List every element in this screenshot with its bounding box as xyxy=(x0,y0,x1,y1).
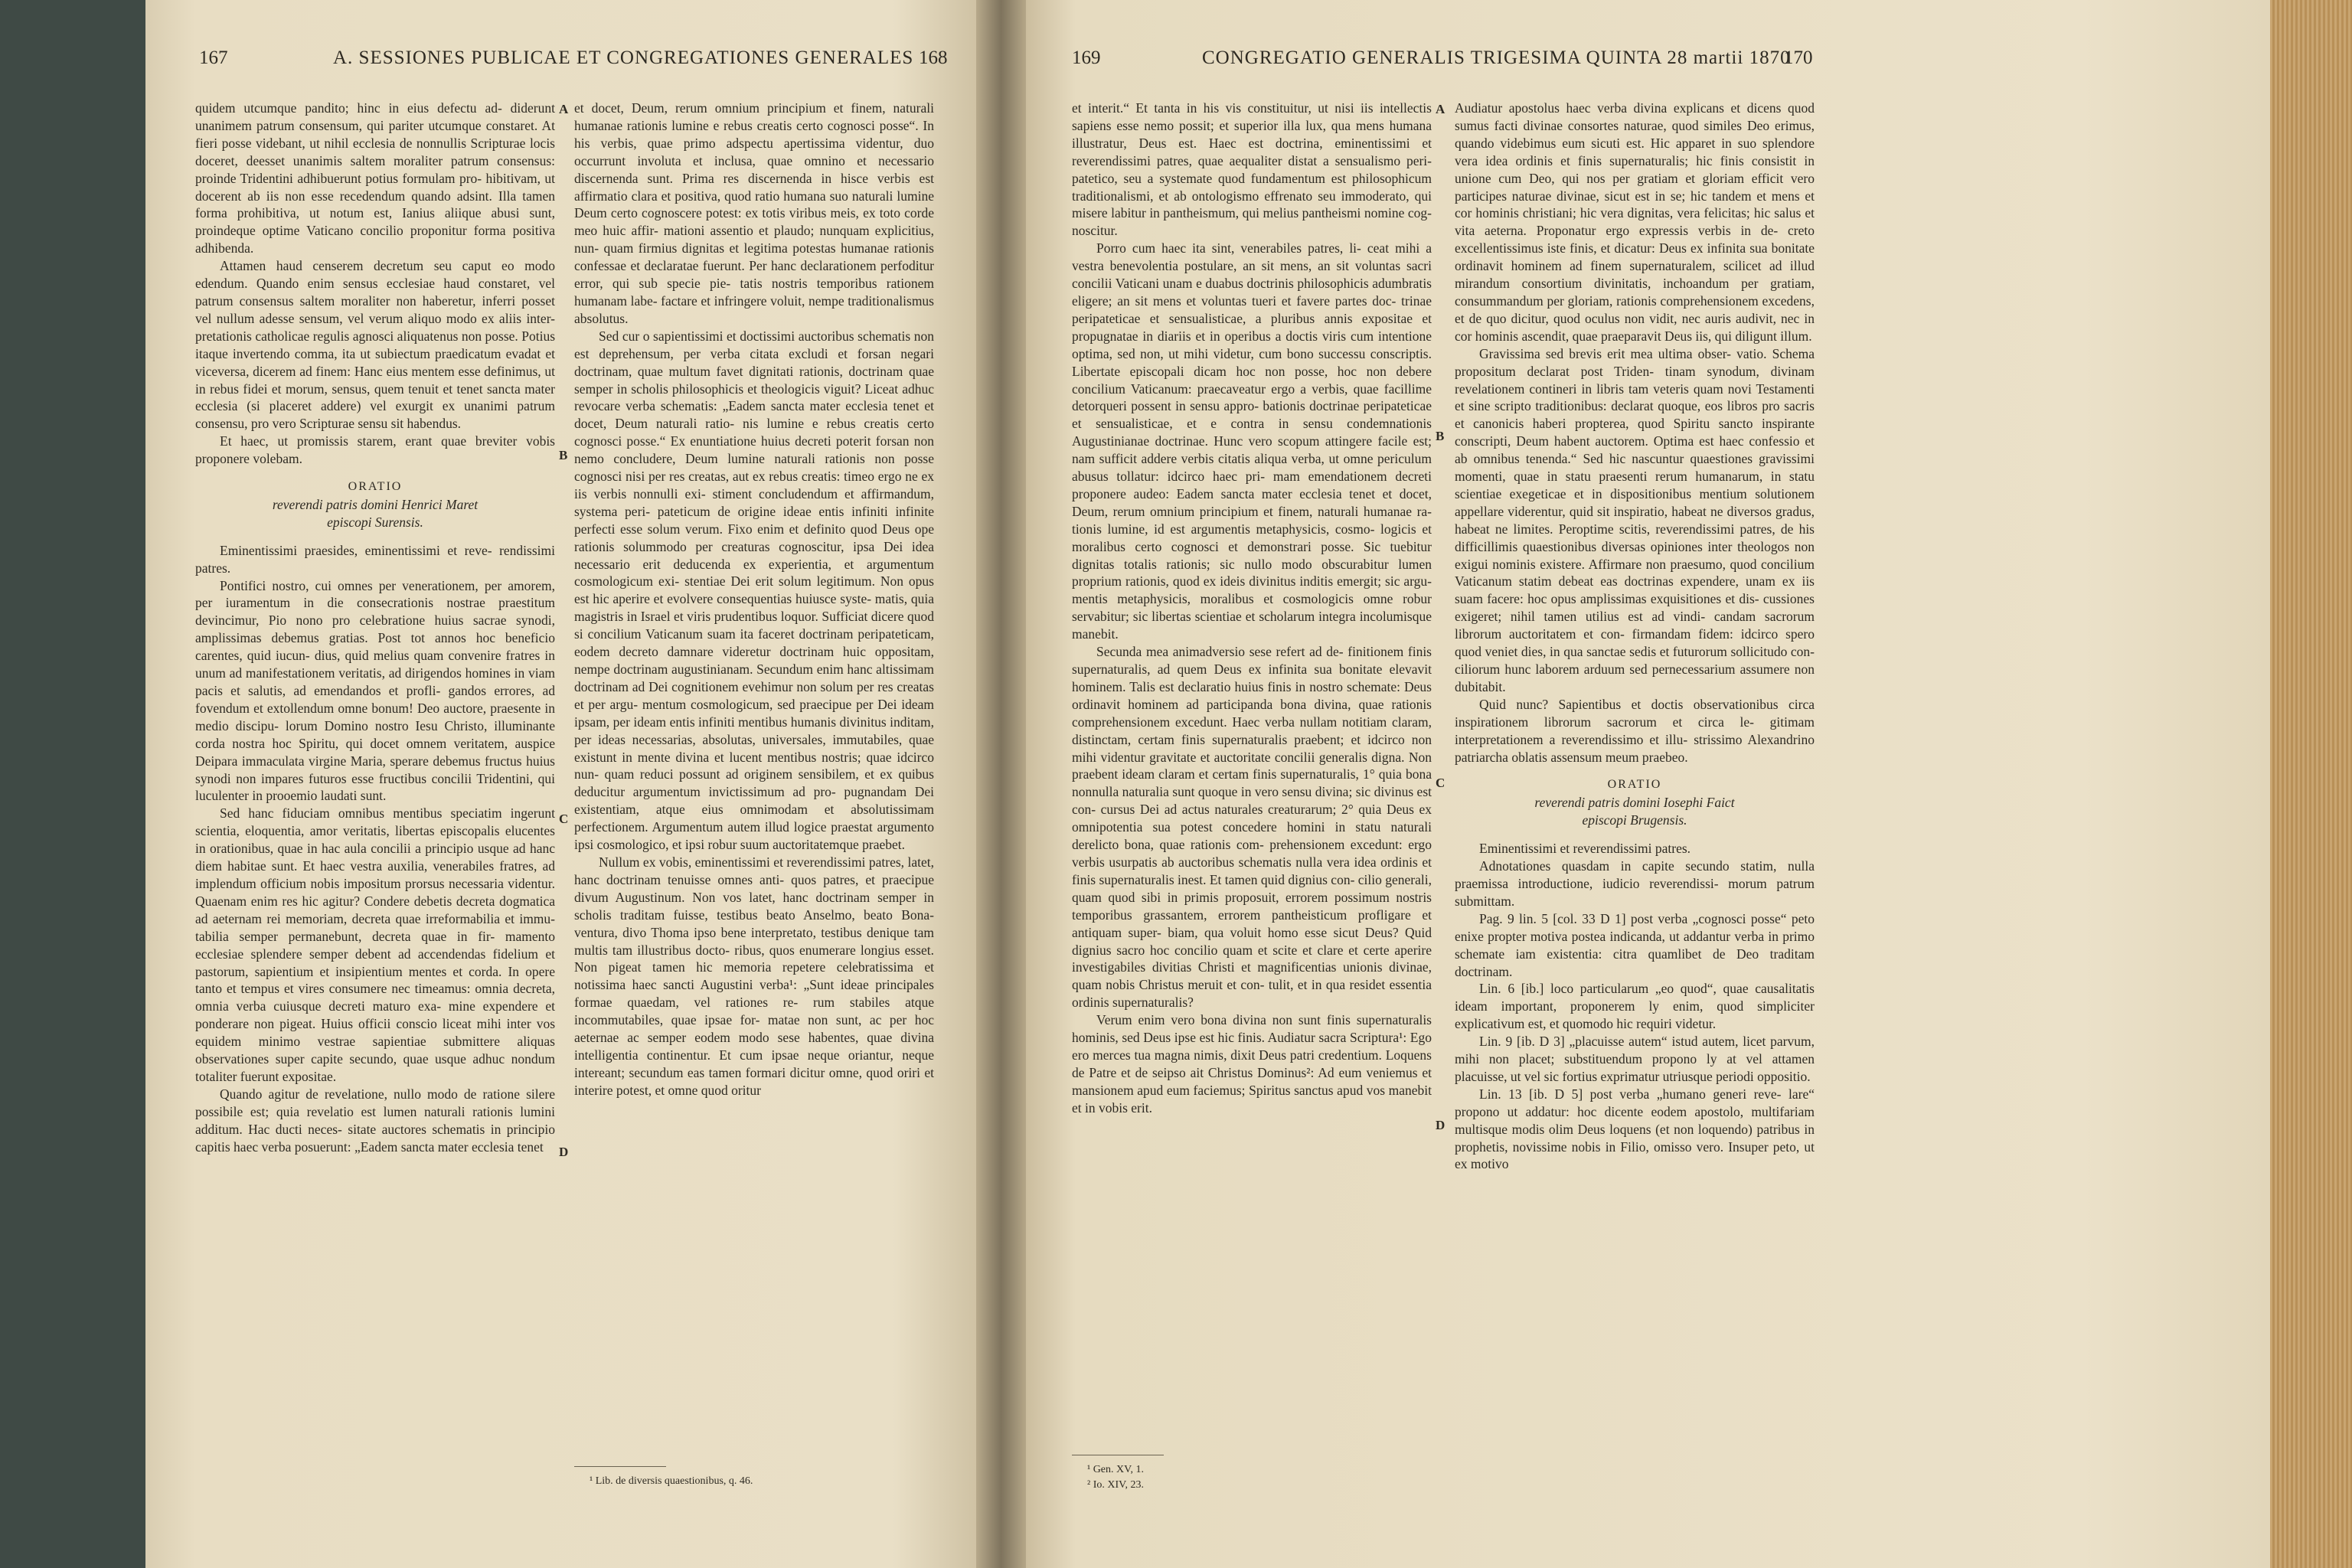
running-header-left: A. SESSIONES PUBLICAE ET CONGREGATIONES GENERALES xyxy=(333,47,914,68)
margin-marker-a: A xyxy=(1436,102,1446,116)
margin-marker-d: D xyxy=(559,1145,569,1159)
footnote-1: ¹ Gen. XV, 1. xyxy=(1087,1464,1144,1475)
paragraph: Eminentissimi praesides, eminentissimi et reve- rendissimi patres. xyxy=(195,542,555,576)
footnote: ¹ Lib. de diversis quaestionibus, q. 46. xyxy=(590,1475,753,1487)
paragraph: et docet, Deum, rerum omnium principium et finem, naturali humanae rationis lumine e rebus creatis certo cognosci posse“. In his verbis, quae primo adspectu apertissima videntur, duo occurrunt involuta et inclusa, quae omnino et necessario discernenda sunt. Prima res discernenda in hisce verbis est affirmatio clara et positiva, quod ratio humana suo naturali lumine Deum certo cognoscere potest: ex totis viribus meis, ex toto corde meo huic affir- mationi assentio et plaudo; nunquam explicitius, nun- quam firmius dignitas et legitima potestas humanae rationis confessae et declaratae fuerunt. Per hanc declarationem perfoditur error, qui sub specie pie- tatis nostris temporibus rationem humanam labe- factare et infringere voluit, nempe traditionalismus absolutus. xyxy=(574,100,934,326)
paragraph: Quando agitur de revelatione, nullo modo de ratione silere possibile est; quia revelatio est lumen naturali rationis lumini additum. Hac ducti neces- sitate auctores schematis in principio capitis haec verba posuerunt: „Eadem sancta mater ecclesia tenet xyxy=(195,1086,555,1155)
paragraph: et interit.“ Et tanta in his vis constituitur, ut nisi iis intellectis sapiens esse nemo possit; et superior illa lux, qua mens humana illustratur, Deus est. Haec est doctrina, eminentissimi et reverendissimi patres, quae aequaliter distat a sensualismo peri- patetico, seu a systemate quod fundamentum est philosophicum traditionalismi, et ab ontologismo effrenato seu immoderato, qui misere labitur in pantheismum, qui melius pantheismi nomine cog- noscitur. xyxy=(1072,100,1432,239)
book-gutter xyxy=(976,0,1026,1568)
margin-marker-d: D xyxy=(1436,1118,1446,1132)
left-page xyxy=(145,0,976,1568)
oratio-title: ORATIO xyxy=(348,480,403,494)
paragraph: Adnotationes quasdam in capite secundo statim, nulla praemissa introductione, iudicio reverendissi- morum patrum submittam. xyxy=(1455,858,1815,909)
right-page-column-1 xyxy=(1072,100,1432,1117)
paragraph: Sed hanc fiduciam omnibus mentibus speciatim ingerunt scientia, eloquentia, amor veritatis, libertas episcopalis elucentes in orationibus, quae in hac aula concilii a principio usque ad hanc diem habitae sunt. Et haec vestra auxilia, venerabiles fratres, ad implendum officium nobis impositum prorsus necessaria videntur. Quaenam enim res hic agitur? Condere debetis decreta dogmatica ad aeternam rei memoriam, decreta quae irreformabilia et immu- tabilia semper permanebunt, decreta quae in fir- mamento ecclesiae splendere semper debent ad accendendas fidelium et pastorum, sapientium et insipientium mentes et corda. In opere tanto et tempus et vires consumere nec timeamus: omnia decreta, omnia verba cuiusque decreti maturo exa- mine expendere et ponderare non pigeat. Huius officii conscio liceat mihi inter vos equidem minimo vestrae sapientiae submittere aliquas observationes super capite secundo, quae usque adhuc nondum totaliter fuerunt expositae. xyxy=(195,805,555,1084)
left-page-column-1 xyxy=(195,100,555,1155)
footnote-2: ² Io. XIV, 23. xyxy=(1087,1479,1144,1491)
oratio-speaker: reverendi patris domini Iosephi Faict xyxy=(1534,795,1735,811)
paragraph: Secunda mea animadversio sese refert ad de- finitionem finis supernaturalis, ad quem Deus ex infinita sua bonitate elevavit hominem. Talis est declaratio huius finis in nostro schemate: Deus ordinavit hominem ad participanda bona divina, quae rationis comprehensionem excedunt. Haec verba nullam notitiam claram, distinctam, certam finis supernaturalis praebent; et idcirco non mihi videntur gravitate et auctoritate concilii generalis digna. Non praebent ideam claram et certam finis supernaturalis, 1° quia bona nonnulla naturalia sunt quoque in vero sensu divina; sic divinus est con- cursus Dei ad actus naturales creaturarum; 2° quia Deus ex omnipotentia sua potest concedere homini in statu naturali derelicto bona, quae rationis com- prehensionem excedunt: ergo verbis usurpatis ab auctoribus schematis nulla vera idea ordinis et finis supernaturalis inest. Et tamen quid dignius con- cilio generali, quam quod sibi in primis proposuit, errorem possimum nostris temporibus grassantem, errorem pantheisticum profligare et antiquam super- biam, qua voluit homo esse sicut Deus? Quid dignius sacro hoc concilio quam et scite et clare et certe aperire investigabiles divitias Christi et magnificentias unionis divinae, quam nobis Christus meruit et con- tulit, et in qua residet essentia ordinis supernaturalis? xyxy=(1072,644,1432,1011)
paragraph: Verum enim vero bona divina non sunt finis supernaturalis hominis, sed Deus ipse est hic finis. Audiatur sacra Scriptura¹: Ego ero merces tua magna nimis, dixit Deus patri credentium. Loquens de Patre et de seipso ait Christus Dominus²: Ad eum veniemus et mansionem apud eum faciemus; Spiritus sanctus apud vos manebit et in vobis erit. xyxy=(1072,1012,1432,1116)
page-number-169: 169 xyxy=(1072,47,1101,68)
paragraph: Lin. 6 [ib.] loco particularum „eo quod“, quae causalitatis ideam important, proponerem ly enim, quod simpliciter explicativum est, et quomodo hic requiri videtur. xyxy=(1455,981,1815,1032)
column-text-b xyxy=(195,542,555,1156)
paragraph: Eminentissimi et reverendissimi patres. xyxy=(1479,841,1691,857)
paragraph: Lin. 13 [ib. D 5] post verba „humano generi reve- lare“ propono ut addatur: hoc dicente eodem apostolo, multifariam multisque modis olim Deus loquens (et non loquendo) patribus in prophetis, novissime nobis in Filio, omisso vero. Insuper peto, ut ex motivo xyxy=(1455,1086,1815,1172)
page-number-168: 168 xyxy=(919,47,948,68)
paragraph: Quid nunc? Sapientibus et doctis observationibus circa inspirationem librorum sacrorum et circa le- gitimam interpretationem a reverendissimo et illu- strissimo Alexandrino patriarcha oblatis assensum meum praebeo. xyxy=(1455,696,1815,765)
right-page xyxy=(1026,0,2270,1568)
oratio-title: ORATIO xyxy=(1607,778,1662,792)
footnote-rule xyxy=(574,1466,666,1467)
margin-marker-a: A xyxy=(559,102,569,116)
oratio-speaker: reverendi patris domini Henrici Maret xyxy=(272,496,479,512)
paragraph: Sed cur o sapientissimi et doctissimi auctoribus schematis non est deprehensum, per verba citata excludi et forsan negari doctrinam, quae multum favet dignitati rationis, doctrinam quae semper in scholis philosophicis et theologicis viguit? Liceat adhuc revocare verba schematis: „Eadem sancta mater ecclesia tenet et docet, Deum naturali ratio- nis lumine e rebus creatis certo cognosci posse.“ Ex enuntiatione huius decreti poterit forsan non nemo concludere, Deum lumine naturali rationis non posse cognosci nisi per res creatas, aut ex rebus creatis: timeo ergo ne ex iis verbis nonnulli exi- stiment concludendum et affirmandum, systema peri- pateticum de origine ideae entis infiniti infinite perfecti esse solum verum. Fixo enim et definito quod Deus ope rationis solummodo per creaturas cognoscitur, ipsa Dei idea necessario erit deducenda ex experientia, et argumentum cosmologicum exi- stentiae Dei erit solum legitimum. Non opus est hic aperire et evolvere consequentias huiusce syste- matis, quia magistris in Israel et viris prudentibus loquor. Sufficiat dicere quod si concilium Vaticanum suam ita faceret doctrinam peripateticam, eodem decreto damnare videretur doctrinam huic oppositam, nempe doctrinam augustinianam. Secundum enim hanc altissimam doctrinam ad Dei cognitionem evehimur non solum per res creatas et per argu- mentum cosmologicum, sed praecipue per Dei ideam ipsam, per ideam entis infiniti mentibus humanis divinitus inditam, per ideas necessarias, absolutas, universales, immutabiles, quae existunt in mente divina et lucent mentibus nostris; quae idcirco nun- quam reduci possunt ad originem sensibilem, et ex quibus deducitur argumentum invictissimum ad pro- pugnandam Dei existentiam, atque eius omnimodam et absolutissimam perfectionem. Argumentum autem illud logice praestat argumento ipsi cosmologico, et ipsi robur suum auctoritatemque praebet. xyxy=(574,328,934,853)
margin-marker-c: C xyxy=(1436,776,1446,790)
paragraph: Attamen haud censerem decretum seu caput eo modo edendum. Quando enim sensus ecclesiae haud constaret, vel patrum consensus saltem moraliter non haberetur, inferri posset vel nullum adesse sensum, vel verum aliquo modo ex aliis inter- pretationis catholicae regulis agnosci aliquatenus non posse. Potius itaque invertendo comma, ita ut subiectum praedicatum evadat et viceversa, dicerem ad finem: Hanc eius mentem esse definimus, ut in rebus fidei et morum, sensus, quem tenuit et tenet sancta mater ecclesia (si placeret addere) vel exurgit ex unanimi patrum consensu, pro vero Scripturae sensu sit habendus. xyxy=(195,258,555,432)
paragraph: Audiatur apostolus haec verba divina explicans et dicens quod sumus facti divinae consortes naturae, quod similes Deo erimus, quando videbimus eum sicuti est. Hic apparet in suo splendore vera idea ordinis et finis supernaturalis; hic finis consistit in unione cum Deo, qui nos per gratiam et gloriam efficit vero participes naturae divinae, sicut est in se; hic tandem et mens et cor hominis christiani; hic vera dignitas, vera felicitas; hic salus et vita aeterna. Proponatur ergo expressis verbis in de- creto excellentissimus iste finis, et dicatur: Deus ex infinita sua bonitate ordinavit hominem ad finem supernaturalem, scilicet ad illud mirandum consortium divinitatis, inchoandum per gratiam, consummandum per gloriam, rationis comprehensionem excedens, et de quo dicitur, quod oculus non vidit, nec auris audivit, nec in cor hominis ascendit, quae praeparavit Deus iis, qui diligunt illum. xyxy=(1455,100,1815,344)
paragraph: Et haec, ut promissis starem, erant quae breviter vobis proponere volebam. xyxy=(195,433,555,467)
page-number-170: 170 xyxy=(1784,47,1813,68)
paragraph: Porro cum haec ita sint, venerabiles patres, li- ceat mihi a vestra benevolentia postulare, an sit mens, an sit voluntas sacri concilii Vaticani unam e duabus doctrinis philosophicis adumbratis eligere; an sit mens et voluntas tueri et favere partes doc- trinae peripateticae et sensualisticae, a pluribus annis expositae et propugnatae in diariis et in operibus a doctis viris cum intentione optima, sed non, ut mihi videtur, cum bono successu conscriptis. Libertate episcopali dicam hoc non posse, hoc non debere concilium Vaticanum: praecaveatur ergo a verbis, quae facillime detorqueri possent in sensu appro- bationis doctrinae peripateticae et sensualisticae, et e contra in sensu condemnationis Augustinianae doctrinae. Hunc vero scopum attingere facile est; nam sufficit addere verbis citatis aliqua verba, ut omne periculum abusus tollatur: idcirco haec pri- mam emendationem decreti proponere audeo: Eadem sancta mater ecclesia tenet et docet, Deum, rerum omnium principium et finem, naturali humanae ra- tionis lumine, id est argumentis metaphysicis, cosmo- logicis et moralibus certo cognosci et demonstrari posse. Sic tuebitur dignitas totalis rationis; sic nullo modo obscurabitur lumen proprium rationis, quod ex ideis divinitus inditis emergit; sic argu- mentis metaphysicis, moralibus et cosmologicis omne robur servabitur; sic libertas scientiae et scholarum integra incolumisque manebit. xyxy=(1072,240,1432,642)
page-number-167: 167 xyxy=(199,47,228,68)
page-edges xyxy=(2270,0,2352,1568)
paragraph: Pag. 9 lin. 5 [col. 33 D 1] post verba „cognosci posse“ peto enixe propter motiva postea indicanda, ut addantur verba in primo schemate iam existentia: citra quamlibet de Deo traditam doctrinam. xyxy=(1455,910,1815,979)
paragraph: quidem utcumque pandito; hinc in eius defectu ad- diderunt unanimem patrum consensum, qui pariter utcumque constaret. At fieri posse videbant, ut nihil ecclesia de nonnullis Scripturae locis doceret, deesset unanimis saltem moraliter patrum consensus: proinde Tridentini adhibuerunt potius formulam pro- hibitivam, ut docerent ab iis non esse recedendum quando adsint. Illa tamen forma prohibitiva, ut notum est, Ianius aliique abusi sunt, proindeque optime Vaticano concilio proponitur forma positiva adhibenda. xyxy=(195,100,555,256)
margin-marker-c: C xyxy=(559,812,569,826)
paragraph: Nullum ex vobis, eminentissimi et reverendissimi patres, latet, hanc doctrinam tenuisse omnes anti- quos patres, et praecipue divum Augustinum. Non vos latet, hanc doctrinam semper in scholis traditam fuisse, testibus beato Anselmo, beato Bona- ventura, divo Thoma ipso bene interpretato, testibus denique tam multis tam illustribus docto- ribus, quos enumerare longius esset. Non pigeat tamen hic memoria repetere celebratissima et notissima haec sancti Augustini verba¹: „Sunt ideae principales formae quaedam, vel rationes re- rum stabiles atque incommutabiles, quae ipsae for- matae non sunt, ac per hoc aeternae ac semper eodem modo sese habentes, quae divina intelligentia continentur. Et cum ipsae neque oriantur, neque intereant; secundum eas tamen formari dicitur omne, quod oriri et interire potest, et omne quod oritur xyxy=(574,854,934,1098)
margin-marker-b: B xyxy=(1436,429,1445,443)
column-text-a xyxy=(195,100,555,468)
oratio-see: episcopi Surensis. xyxy=(327,514,423,530)
column-text-a xyxy=(1455,100,1815,766)
open-book xyxy=(31,0,2320,1568)
paragraph: Lin. 9 [ib. D 3] „placuisse autem“ istud autem, licet parvum, mihi non placet; substituendum propono ly at vel attamen placuisse, ut vel sic fortius exprimatur utriusque periodi oppositio. xyxy=(1455,1034,1815,1084)
left-page-column-2 xyxy=(574,100,934,1099)
paragraph: Pontifici nostro, cui omnes per venerationem, per amorem, per iuramentum in die consecrationis nostrae praestitum devincimur, Pio nono pro celebratione huius sacrae synodi, amplissimas debemus gratias. Post tot annos hoc beneficio carentes, quid iucun- dius, quid melius quam convenire fratres in unum ad manifestationem veritatis, ad dirigendos homines in viam pacis et salutis, ad emendandos et profli- gandos errores, ad fovendum et extollendum omne bonum! Deo auctore, praesente in medio discipu- lorum Domino nostro Iesu Christo, illuminante corda nostra hoc Spiritu, qui docet omnem veritatem, auspice Deipara immaculata virgine Maria, sperare debemus fructus huius synodi non impares futuros esse fructibus concilii Tridentini, qui luculenter in prooemio laudati sunt. xyxy=(195,577,555,804)
paragraph: Gravissima sed brevis erit mea ultima obser- vatio. Schema propositum declarat post Triden- tinam synodum, divinam revelationem contineri in libris tam veteris quam novi Testamenti et sine scripto traditionibus: declarat quoque, eos libros pro sacris et canonicis haberi propterea, quod Spiritu sancto inspirante conscripti, Deum habent auctorem. Optima est haec confessio et ab omnibus tenenda.“ Sed hic nascuntur quaestiones gravissimi momenti, quae in statu praesenti rerum humanarum, in statu scientiae exegeticae et in dispositionibus mentium solutionem appellare viderentur, quid sit inspiratio, habeat ne diversos gradus, habeat ne limites. Peroptime scitis, reverendissimi patres, de his difficillimis quaestionibus diversas opiniones inter theologos non exigui nominis existere. Affirmare non praesumo, quod concilium Vaticanum statim debeat eas doctrinas expendere, unam ex iis suam facere: hoc opus amplissimas exquisitiones et dis- cussiones exigeret; nihil tamen utilius est ad vindi- candam sacrorum librorum auctoritatem et con- firmandam fidem: idcirco spero quod veniet dies, in qua sanctae sedis et futurorum sollicitudo con- ciliorum hunc laborem arduum sed pernecessarium assumere non dubitabit. xyxy=(1455,345,1815,694)
right-page-column-2 xyxy=(1455,100,1815,1173)
running-header-right: CONGREGATIO GENERALIS TRIGESIMA QUINTA 28 martii 1870 xyxy=(1202,47,1791,68)
column-text-b xyxy=(1455,840,1815,1173)
margin-marker-b: B xyxy=(559,448,568,462)
oratio-see: episcopi Brugensis. xyxy=(1582,812,1687,828)
